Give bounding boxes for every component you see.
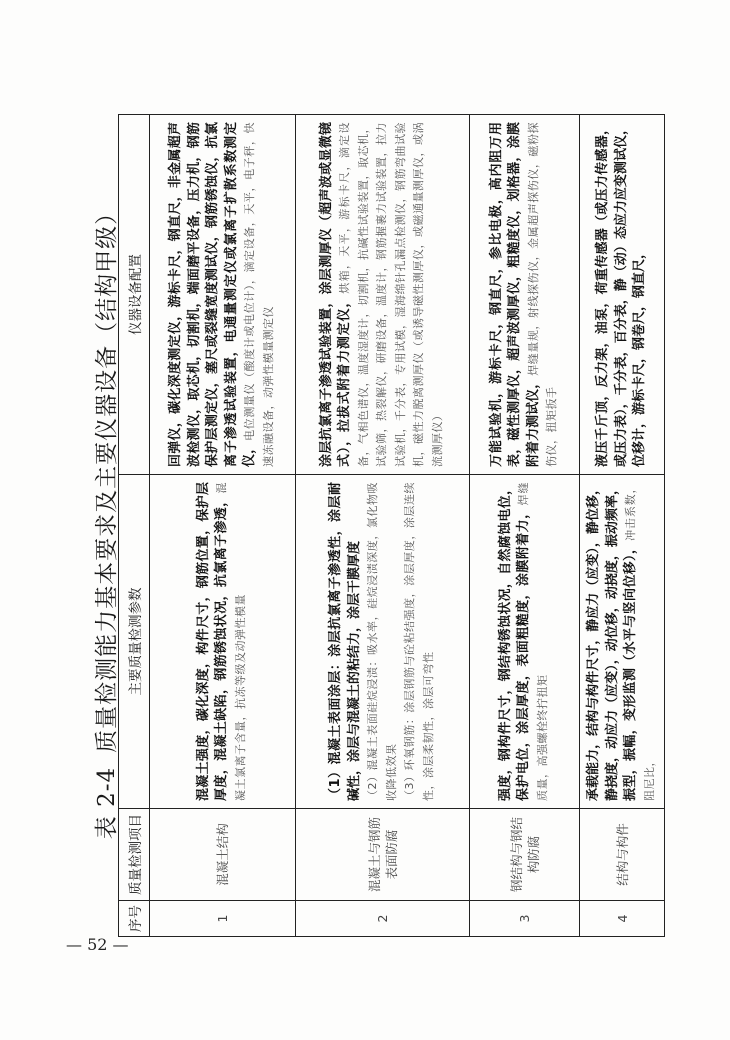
row-number: 3 (470, 901, 580, 937)
params-minor: 冲击系数，阻尼比， (624, 482, 656, 801)
table-row (470, 115, 580, 937)
row-number: 1 (150, 901, 296, 937)
test-item: 混凝土结构 (150, 809, 296, 901)
test-params (150, 475, 296, 809)
equipment-main: 万能试验机，游标卡尺，钢直尺，参比电极，高内阻万用表，磁性测厚仪，超声波测厚仪，粗糙度仪，划格器，涂膜附着力测试仪， (488, 122, 541, 467)
page-number: — 52 — (66, 935, 129, 954)
equipment-minor: 烘箱，天平，游标卡尺，滴定设备，气相色谱仪，温度湿度计，切割机，抗碱性试验装置，取芯机，试验筛，热裂解仪，研磨设备，温度计，钢筋握裹力试验装置，拉力试验机，千分表，专用试模，湿海绵针孔漏点检测仪，钢筋弯曲试验机，磁性力脱离测厚仪（或诱导磁性测厚仪，或磁通量测厚仪，或涡流测厚仪） (338, 122, 444, 467)
header-params: 主要质量检测参数 (119, 475, 150, 809)
row-number: 2 (296, 901, 470, 937)
equipment-minor: 焊缝量规，射线探伤仪，金属超声探伤仪，磁粉探伤仪，扭矩扳手 (526, 122, 558, 467)
test-params (296, 475, 470, 809)
equipment-minor: 电位测量仪（酸度计或电位计），滴定设备，天平，电子秤，快速冻融设备，动弹性模量测定仪 (243, 122, 275, 467)
equipment-main: 涂层抗氯离子渗透试验装置，涂层测厚仪（超声波或显微镜式），拉拔式附着力测定仪， (318, 122, 353, 467)
caption-number: 表 2-4 (94, 766, 120, 840)
equipment-table (118, 114, 665, 937)
equipment-main: 回弹仪，碳化深度测定仪，游标卡尺，钢直尺，非金属超声波检测仪，取芯机，切割机，端面磨平设备，压力机，钢筋保护层测定仪，塞尺或裂缝宽度测试仪，钢筋锈蚀仪，抗氯离子渗透试验装置，电通量测定仪或氯离子扩散系数测定仪， (168, 122, 257, 467)
table-row (150, 115, 296, 937)
row-number: 4 (580, 901, 665, 937)
equipment-list (296, 115, 470, 475)
test-params (580, 475, 665, 809)
equipment-list (150, 115, 296, 475)
table-row (580, 115, 665, 937)
test-params (470, 475, 580, 809)
equipment-main: 液压千斤顶，反力架，油泵，荷重传感器（或压力传感器，或压力表），千分表，百分表，静（动）态应力应变测试仪，位移计，游标卡尺，钢卷尺，钢直尺， (595, 122, 648, 467)
table-row (296, 115, 470, 937)
header-item: 质量检测项目 (119, 809, 150, 901)
test-item: 结构与构件 (580, 809, 665, 901)
equipment-list (470, 115, 580, 475)
params-minor: 混凝土氯离子含量，抗冻等级及动弹性模量 (215, 482, 247, 801)
header-no: 序号 (119, 901, 150, 937)
params-main: 混凝土强度，碳化深度，构件尺寸，钢筋位置，保护层厚度，混凝土缺陷，钢筋锈蚀状况，抗氯离子渗透， (195, 482, 230, 801)
params-coating: （1）混凝土表面涂层：涂层抗氯离子渗透性，涂层耐碱性，涂层与混凝土的粘结力，涂层干膜厚度 (328, 482, 362, 801)
header-equipment: 仪器设备配置 (119, 115, 150, 475)
test-item: 混凝土与钢筋表面防腐 (296, 809, 470, 901)
params-main: 强度，钢构件尺寸，钢结构锈蚀状况，自然腐蚀电位，保护电位，涂层厚度，表面粗糙度，涂膜附着力， (497, 482, 532, 801)
header-row (119, 115, 150, 937)
test-item: 钢结构与钢结构防腐 (470, 809, 580, 901)
caption-title: 质量检测能力基本要求及主要仪器设备（结构甲级） (94, 200, 120, 753)
params-silane: （2）混凝土表面硅烷浸渍：吸水率，硅烷浸渍深度，氯化物吸收降低效果 (366, 482, 398, 801)
params-main: 承载能力，结构与构件尺寸，静应力（应变），静位移，静挠度，动应力（应变），动位移，动挠度，振动频率，振型，振幅，变形监测（水平与竖向位移）， (586, 482, 638, 801)
params-minor: 焊缝质量，高强螺栓终拧扭矩 (517, 482, 549, 801)
params-epoxy-rebar: （3）环氧钢筋：涂层钢筋与砼粘结强度，涂层厚度，涂层连续性，涂层柔韧性，涂层可弯性 (403, 482, 435, 801)
equipment-list (580, 115, 665, 475)
table-caption (88, 0, 121, 1040)
